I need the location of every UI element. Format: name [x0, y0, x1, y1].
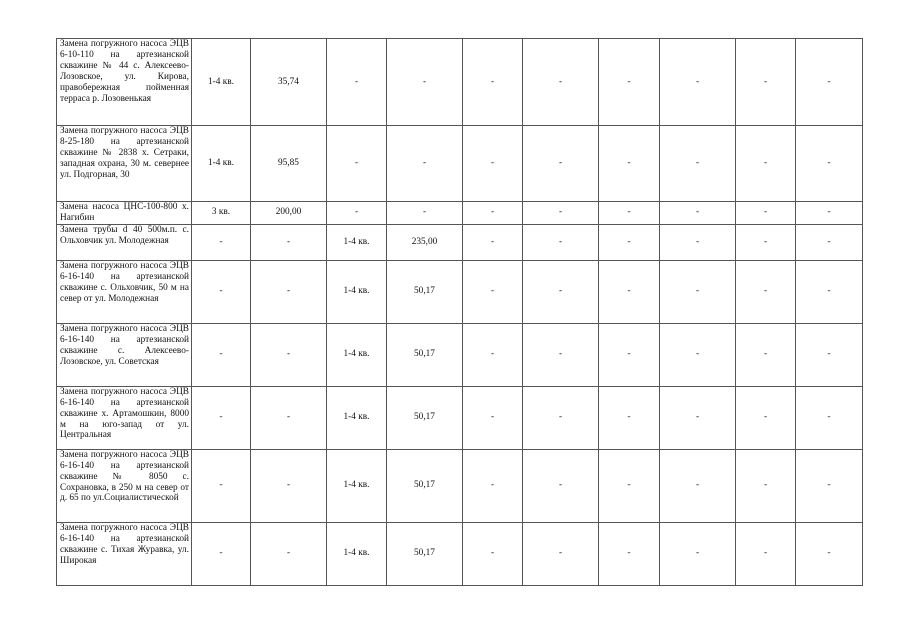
table-row [57, 323, 863, 386]
schedule-table [56, 38, 863, 586]
table-cell: - [251, 522, 327, 585]
work-description-cell: Замена погружного насоса ЭЦВ 6-16-140 на артезианской скважине с. Ольховчик, 50 м на север от ул. Молодежная [57, 260, 192, 323]
table-cell: - [660, 522, 736, 585]
table-cell: - [523, 126, 599, 202]
table-cell: - [463, 202, 523, 225]
table-cell: - [599, 126, 660, 202]
table-cell: - [463, 323, 523, 386]
table-cell: 3 кв. [192, 202, 251, 225]
table-cell: - [387, 126, 463, 202]
table-cell: - [327, 126, 387, 202]
table-cell: - [599, 386, 660, 449]
table-cell: - [463, 386, 523, 449]
table-row [57, 386, 863, 449]
table-cell: - [599, 224, 660, 260]
table-cell: - [660, 260, 736, 323]
table-cell: 50,17 [387, 260, 463, 323]
table-row [57, 39, 863, 126]
table-cell: - [387, 39, 463, 126]
table-cell: - [523, 323, 599, 386]
table-cell: - [463, 224, 523, 260]
table-cell: 35,74 [251, 39, 327, 126]
table-cell: - [736, 323, 796, 386]
table-cell: - [327, 202, 387, 225]
table-cell: 1-4 кв. [192, 126, 251, 202]
table-cell: - [736, 224, 796, 260]
table-cell: - [660, 386, 736, 449]
table-cell: 1-4 кв. [327, 224, 387, 260]
table-cell: 200,00 [251, 202, 327, 225]
table-cell: - [463, 449, 523, 522]
table-row [57, 260, 863, 323]
table-cell: - [192, 386, 251, 449]
table-cell: - [463, 260, 523, 323]
table-cell: - [796, 260, 863, 323]
table-cell: - [660, 224, 736, 260]
table-cell: - [736, 386, 796, 449]
work-description-cell: Замена погружного насоса ЭЦВ 6-10-110 на артезианской скважине № 44 с. Алексеево-Лозовское, ул. Кирова, правобережная пойменная терраса р. Лозовенькая [57, 39, 192, 126]
table-cell: - [523, 449, 599, 522]
table-cell: - [192, 323, 251, 386]
table-cell: 1-4 кв. [327, 449, 387, 522]
table-cell: - [660, 39, 736, 126]
table-cell: - [251, 449, 327, 522]
work-description-cell: Замена насоса ЦНС-100-800 х. Нагибин [57, 202, 192, 225]
table-cell: - [796, 386, 863, 449]
table-cell: - [599, 323, 660, 386]
table-cell: - [251, 386, 327, 449]
work-description-cell: Замена погружного насоса ЭЦВ 6-16-140 на артезианской скважине № 8050 с. Сохрановка, в 250 м на север от д. 65 по ул.Социалистической [57, 449, 192, 522]
schedule-body [57, 39, 863, 586]
table-cell: - [660, 126, 736, 202]
table-cell: - [796, 224, 863, 260]
table-cell: - [192, 449, 251, 522]
table-cell: 50,17 [387, 449, 463, 522]
table-cell: 1-4 кв. [327, 260, 387, 323]
table-cell: - [660, 449, 736, 522]
table-cell: 95,85 [251, 126, 327, 202]
table-cell: - [796, 323, 863, 386]
table-cell: - [251, 260, 327, 323]
table-row [57, 202, 863, 225]
table-cell: - [796, 39, 863, 126]
table-cell: - [523, 386, 599, 449]
table-cell: - [599, 260, 660, 323]
table-row [57, 126, 863, 202]
table-cell: 1-4 кв. [327, 386, 387, 449]
table-cell: 1-4 кв. [327, 323, 387, 386]
table-cell: - [327, 39, 387, 126]
table-cell: - [736, 449, 796, 522]
table-cell: - [463, 522, 523, 585]
table-cell: - [736, 39, 796, 126]
table-cell: - [523, 260, 599, 323]
table-cell: - [523, 522, 599, 585]
table-cell: - [523, 39, 599, 126]
table-cell: - [523, 224, 599, 260]
table-row [57, 224, 863, 260]
table-cell: - [796, 126, 863, 202]
table-cell: - [660, 202, 736, 225]
table-cell: 50,17 [387, 323, 463, 386]
table-cell: - [192, 224, 251, 260]
table-cell: - [523, 202, 599, 225]
table-cell: - [192, 260, 251, 323]
table-cell: - [660, 323, 736, 386]
table-cell: - [736, 202, 796, 225]
table-cell: - [796, 202, 863, 225]
table-cell: 235,00 [387, 224, 463, 260]
table-cell: - [251, 224, 327, 260]
table-cell: - [599, 202, 660, 225]
table-cell: - [796, 522, 863, 585]
table-cell: 50,17 [387, 386, 463, 449]
table-cell: - [599, 39, 660, 126]
table-cell: - [251, 323, 327, 386]
table-row [57, 449, 863, 522]
work-description-cell: Замена погружного насоса ЭЦВ 6-16-140 на артезианской скважине с. Тихая Журавка, ул. Широкая [57, 522, 192, 585]
table-cell: - [796, 449, 863, 522]
work-description-cell: Замена погружного насоса ЭЦВ 8-25-180 на артезианской скважине № 2838 х. Сетраки, западная охрана, 30 м. севернее ул. Подгорная, 30 [57, 126, 192, 202]
table-cell: 50,17 [387, 522, 463, 585]
table-cell: 1-4 кв. [192, 39, 251, 126]
table-cell: - [599, 522, 660, 585]
work-description-cell: Замена трубы d 40 500м.п. с. Ольховчик ул. Молодежная [57, 224, 192, 260]
work-description-cell: Замена погружного насоса ЭЦВ 6-16-140 на артезианской скважине с. Алексеево-Лозовское, ул. Советская [57, 323, 192, 386]
table-cell: - [736, 522, 796, 585]
table-cell: - [192, 522, 251, 585]
table-cell: - [463, 39, 523, 126]
table-cell: - [599, 449, 660, 522]
table-cell: - [463, 126, 523, 202]
table-row [57, 522, 863, 585]
table-cell: - [736, 126, 796, 202]
work-description-cell: Замена погружного насоса ЭЦВ 6-16-140 на артезианской скважине х. Артамошкин, 8000 м на юго-запад от ул. Центральная [57, 386, 192, 449]
table-cell: 1-4 кв. [327, 522, 387, 585]
table-cell: - [387, 202, 463, 225]
table-cell: - [736, 260, 796, 323]
